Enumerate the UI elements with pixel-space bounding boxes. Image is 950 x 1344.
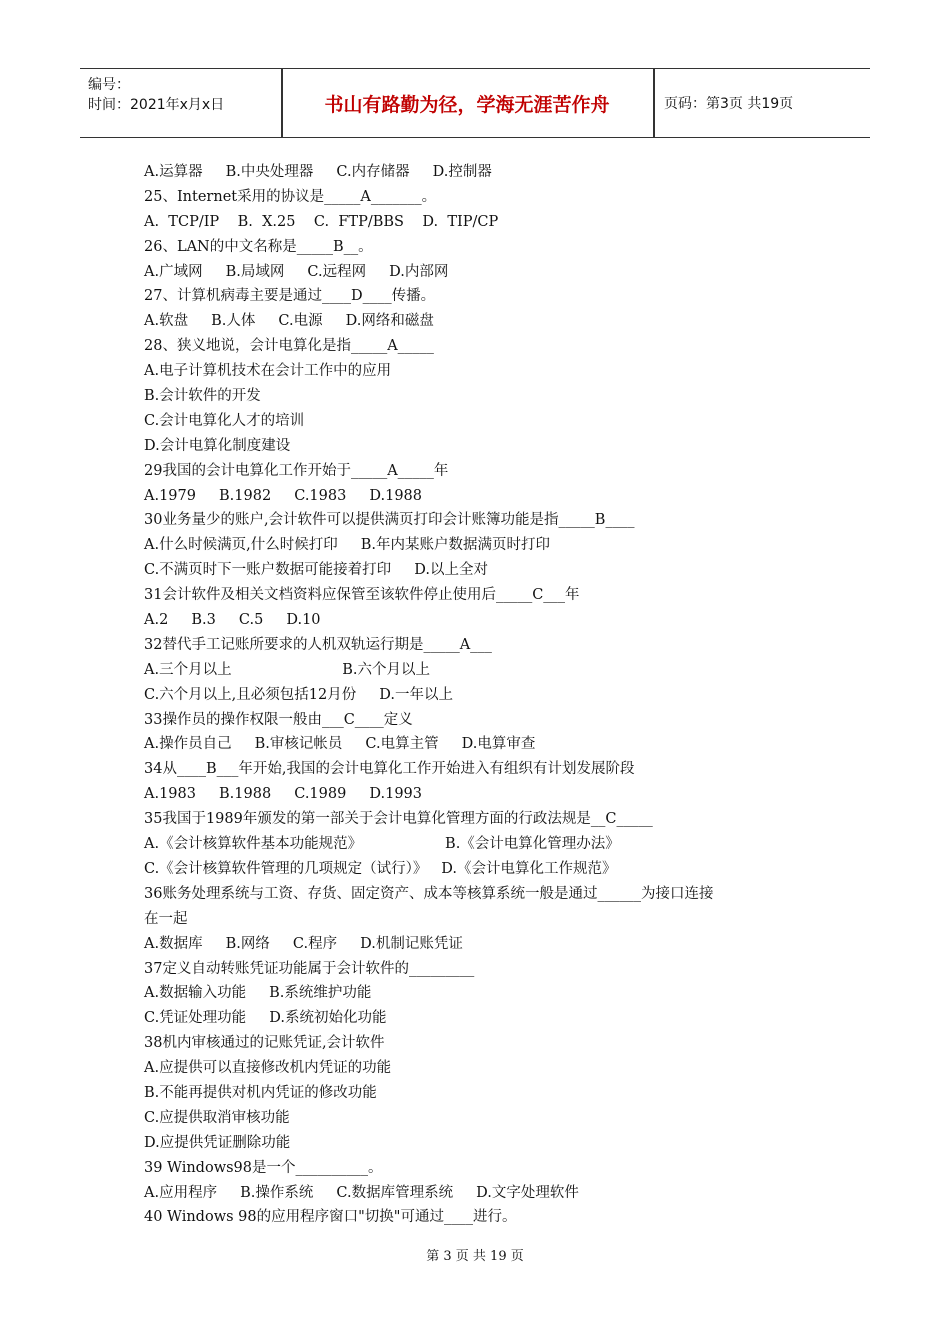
text-line: 27、计算机病毒主要是通过____D____传播。 — [144, 288, 436, 305]
text-line: A.电子计算机技术在会计工作中的应用 — [144, 363, 392, 380]
text-line: A.数据输入功能 B.系统维护功能 — [144, 985, 372, 1002]
text-line: 39 Windows98是一个__________。 — [144, 1159, 383, 1176]
text-line: C.会计电算化人才的培训 — [144, 412, 305, 429]
text-line: A.三个月以上 B.六个月以上 — [144, 661, 430, 678]
text-line: A. TCP/IP B. X.25 C. FTP/BBS D. TIP/CP — [144, 213, 499, 230]
header-slogan: 书山有路勤为径，学海无涯苦作舟 — [324, 93, 610, 116]
text-line: A.2 B.3 C.5 D.10 — [144, 612, 321, 629]
text-line: 40 Windows 98的应用程序窗口"切换"可通过____进行。 — [144, 1209, 517, 1226]
text-line: 32替代手工记账所要求的人机双轨运行期是_____A___ — [144, 636, 492, 653]
text-line: A.《会计核算软件基本功能规范》 B.《会计电算化管理办法》 — [144, 836, 620, 853]
header-divider — [653, 69, 655, 137]
text-line: 30业务量少的账户,会计软件可以提供满页打印会计账簿功能是指_____B____ — [144, 512, 635, 529]
text-line: A.软盘 B.人体 C.电源 D.网络和磁盘 — [144, 313, 434, 330]
text-line: 28、狭义地说，会计电算化是指_____A_____ — [144, 338, 434, 355]
text-line: A.操作员自己 B.审核记帐员 C.电算主管 D.电算审查 — [144, 736, 536, 753]
text-line: 38机内审核通过的记账凭证,会计软件 — [144, 1035, 385, 1052]
text-line: A.广域网 B.局域网 C.远程网 D.内部网 — [144, 263, 449, 280]
text-line: C.应提供取消审核功能 — [144, 1109, 290, 1126]
page-header — [80, 68, 870, 138]
text-line: A.应提供可以直接修改机内凭证的功能 — [144, 1060, 392, 1077]
page-footer: 第 3 页 共 19 页 — [426, 1249, 524, 1264]
text-line: A.1983 B.1988 C.1989 D.1993 — [144, 786, 422, 803]
text-line: B.不能再提供对机内凭证的修改功能 — [144, 1084, 377, 1101]
text-line: 26、LAN的中文名称是_____B__。 — [144, 238, 373, 255]
header-page-info: 页码：第3页 共19页 — [664, 96, 794, 112]
text-line: 35我国于1989年颁发的第一部关于会计电算化管理方面的行政法规是__C_____ — [144, 811, 653, 828]
time-label: 时间：2021年x月x日 — [88, 97, 225, 113]
number-label: 编号： — [88, 77, 130, 93]
text-line: 36账务处理系统与工资、存货、固定资产、成本等核算系统一般是通过______为接口连接 — [144, 885, 714, 902]
header-meta — [88, 75, 224, 115]
text-line: A.什么时候满页,什么时候打印 B.年内某账户数据满页时打印 — [144, 537, 550, 554]
text-line: 31会计软件及相关文档资料应保管至该软件停止使用后_____C___年 — [144, 587, 580, 604]
text-line: C.不满页时下一账户数据可能接着打印 D.以上全对 — [144, 562, 488, 579]
text-line: A.数据库 B.网络 C.程序 D.机制记账凭证 — [144, 935, 463, 952]
text-line: C.凭证处理功能 D.系统初始化功能 — [144, 1010, 387, 1027]
text-line: 37定义自动转账凭证功能属于会计软件的_________ — [144, 960, 475, 977]
text-line: A.运算器 B.中央处理器 C.内存储器 D.控制器 — [144, 164, 492, 180]
text-line: 29我国的会计电算化工作开始于_____A_____年 — [144, 462, 449, 479]
text-line: 25、Internet采用的协议是_____A_______。 — [144, 188, 437, 205]
question-list — [144, 160, 824, 1230]
text-line: B.会计软件的开发 — [144, 388, 261, 405]
text-line: 34从____B___年开始,我国的会计电算化工作开始进入有组织有计划发展阶段 — [144, 761, 635, 778]
text-line: 在一起 — [144, 910, 188, 927]
text-line: D.会计电算化制度建设 — [144, 437, 291, 454]
text-line: A.应用程序 B.操作系统 C.数据库管理系统 D.文字处理软件 — [144, 1184, 579, 1201]
text-line: C.六个月以上,且必须包括12月份 D.一年以上 — [144, 686, 454, 703]
text-line: 33操作员的操作权限一般由___C____定义 — [144, 711, 413, 728]
text-line: A.1979 B.1982 C.1983 D.1988 — [144, 487, 422, 504]
text-line: C.《会计核算软件管理的几项规定（试行）》 D.《会计电算化工作规范》 — [144, 860, 617, 877]
text-line: D.应提供凭证删除功能 — [144, 1134, 291, 1151]
